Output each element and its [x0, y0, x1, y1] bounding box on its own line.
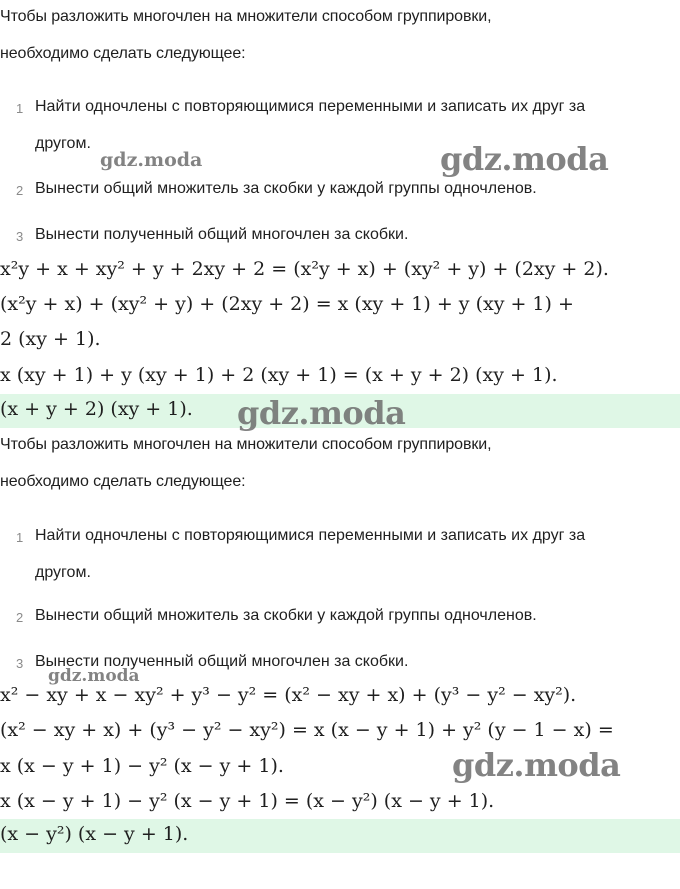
step-text: Вынести общий множитель за скобки у каждой группы одночленов.: [35, 180, 537, 197]
answer-text: (x + y + 2) (xy + 1).: [0, 398, 193, 420]
step-number: 2: [16, 610, 24, 625]
step-text-continued: другом.: [35, 564, 91, 581]
math-line: 2 (xy + 1).: [0, 328, 101, 350]
step-text: Найти одночлены с повторяющимися переменными и записать их друг за: [35, 98, 586, 115]
step-text: Вынести общий множитель за скобки у каждой группы одночленов.: [35, 607, 537, 624]
math-line: x (x − y + 1) − y² (x − y + 1).: [0, 755, 284, 777]
math-line: (x² − xy + x) + (y³ − y² − xy²) = x (x − y + 1) + y² (y − 1 − x) =: [0, 719, 614, 741]
step-text: Вынести полученный общий многочлен за скобки.: [35, 653, 409, 670]
step-text-continued: другом.: [35, 135, 91, 152]
intro-line-2: необходимо сделать следующее:: [0, 45, 246, 62]
math-line: x² − xy + x − xy² + y³ − y² = (x² − xy + x) + (y³ − y² − xy²).: [0, 684, 577, 706]
answer-text: (x − y²) (x − y + 1).: [0, 823, 189, 845]
math-line: x²y + x + xy² + y + 2xy + 2 = (x²y + x) + (xy² + y) + (2xy + 2).: [0, 258, 609, 280]
intro-line-1: Чтобы разложить многочлен на множители способом группировки,: [0, 436, 492, 453]
watermark: gdz.moda: [48, 666, 140, 686]
step-number: 3: [16, 656, 24, 671]
watermark: gdz.moda: [237, 394, 406, 432]
step-text: Вынести полученный общий многочлен за скобки.: [35, 226, 409, 243]
math-line: x (xy + 1) + y (xy + 1) + 2 (xy + 1) = (x + y + 2) (xy + 1).: [0, 364, 558, 386]
step-number: 1: [16, 530, 24, 545]
watermark: gdz.moda: [440, 140, 609, 178]
intro-line-1: Чтобы разложить многочлен на множители способом группировки,: [0, 8, 492, 25]
intro-line-2: необходимо сделать следующее:: [0, 473, 246, 490]
watermark: gdz.moda: [452, 746, 621, 784]
step-number: 1: [16, 101, 24, 116]
step-text: Найти одночлены с повторяющимися переменными и записать их друг за: [35, 527, 586, 544]
step-number: 2: [16, 183, 24, 198]
math-line: (x²y + x) + (xy² + y) + (2xy + 2) = x (xy + 1) + y (xy + 1) +: [0, 293, 574, 315]
step-number: 3: [16, 229, 24, 244]
watermark: gdz.moda: [100, 149, 203, 171]
math-line: x (x − y + 1) − y² (x − y + 1) = (x − y²) (x − y + 1).: [0, 790, 495, 812]
answer-box: [0, 819, 680, 853]
